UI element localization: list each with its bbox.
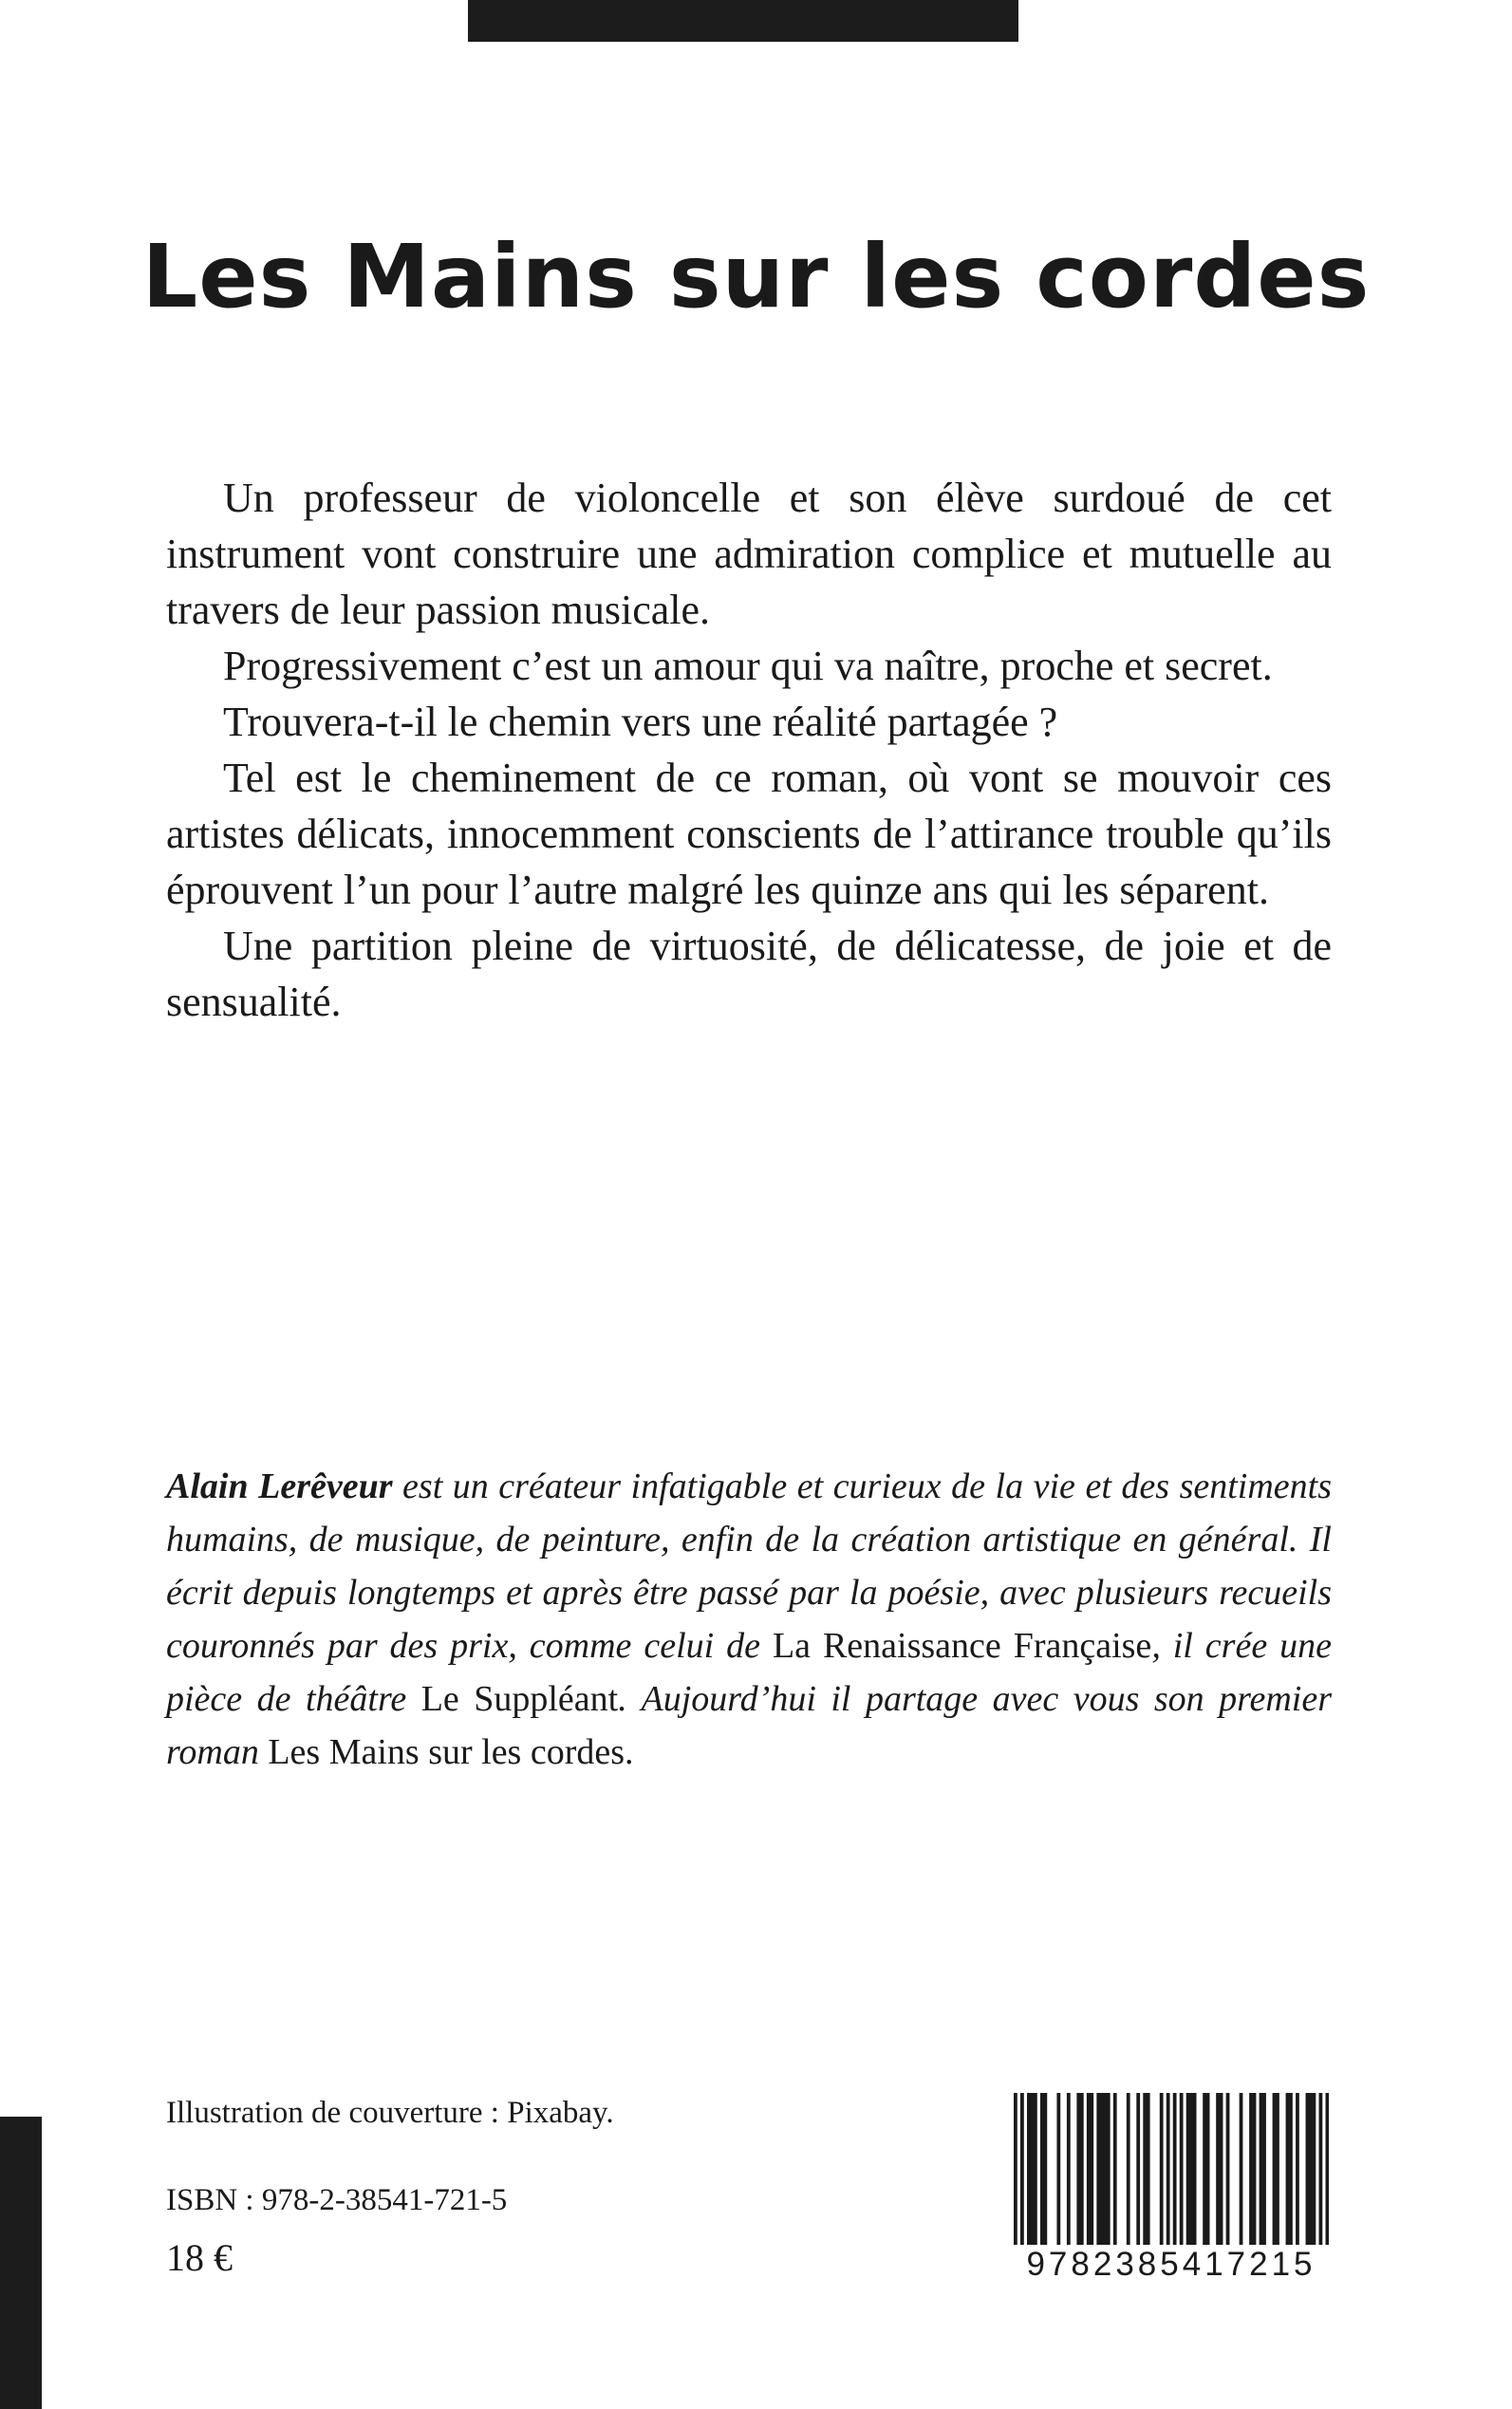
barcode-bar	[1260, 2093, 1263, 2245]
barcode-bar	[1193, 2093, 1197, 2245]
side-decor-band	[0, 2117, 42, 2409]
barcode-bar	[1103, 2093, 1107, 2245]
barcode-bar	[1319, 2093, 1323, 2245]
barcode-bar	[1034, 2093, 1037, 2245]
barcode-bars	[1014, 2093, 1329, 2245]
barcode-bar	[1262, 2093, 1266, 2245]
barcode-bar	[1253, 2093, 1257, 2245]
cover-credit: Illustration de couverture : Pixabay.	[166, 2096, 614, 2130]
barcode-bar	[1296, 2093, 1299, 2245]
barcode-bar	[1100, 2093, 1104, 2245]
blurb-paragraph: Progressivement c’est un amour qui va naître, proche et secret.	[223, 643, 1273, 689]
barcode-bar	[1087, 2093, 1091, 2245]
author-bio	[166, 1460, 1332, 1779]
blurb-paragraph: Un professeur de violoncelle et son élève surdoué de cet instrument vont construire une admiration complice et mutuelle au travers de leur passion musicale.	[166, 475, 1332, 633]
barcode-bar	[1040, 2093, 1044, 2245]
barcode-bar	[1076, 2093, 1080, 2245]
blurb-paragraph: Une partition pleine de virtuosité, de délicatesse, de joie et de sensualité.	[166, 923, 1332, 1025]
barcode-bar	[1113, 2093, 1117, 2245]
isbn: ISBN : 978-2-38541-721-5	[166, 2183, 508, 2217]
book-title: Les Mains sur les cordes	[141, 226, 1371, 327]
barcode	[1014, 2093, 1329, 2283]
barcode-bar	[1180, 2093, 1184, 2245]
barcode-bar	[1160, 2093, 1164, 2245]
top-decor-band	[468, 0, 1018, 42]
barcode-bar	[1189, 2093, 1193, 2245]
bio-text: . Aujourd’hui il partage avec vous son premier roman	[166, 1679, 1333, 1772]
barcode-bar	[1203, 2093, 1206, 2245]
barcode-bar	[1127, 2093, 1130, 2245]
barcode-bar	[1056, 2093, 1060, 2245]
play-title: Le Suppléant	[420, 1679, 619, 1719]
barcode-bar	[1147, 2093, 1150, 2245]
barcode-bar	[1206, 2093, 1210, 2245]
price: 18 €	[166, 2236, 233, 2279]
barcode-bar	[1276, 2093, 1279, 2245]
barcode-bar	[1030, 2093, 1034, 2245]
barcode-bar	[1249, 2093, 1253, 2245]
barcode-bar	[1067, 2093, 1071, 2245]
barcode-bar	[1286, 2093, 1290, 2245]
barcode-bar	[1107, 2093, 1111, 2245]
barcode-bar	[1143, 2093, 1147, 2245]
barcode-bar	[1273, 2093, 1277, 2245]
barcode-bar	[1167, 2093, 1170, 2245]
barcode-bar	[1186, 2093, 1190, 2245]
barcode-bar	[1326, 2093, 1329, 2245]
barcode-bar	[1216, 2093, 1220, 2245]
bio-text: , il crée une pièce de théâtre	[166, 1626, 1332, 1719]
blurb-paragraph: Tel est le cheminement de ce roman, où vont se mouvoir ces artistes délicats, innocemment conscients de l’attirance trouble qu’ils éprouvent l’un pour l’autre malgré les quinze ans qui les séparent.	[166, 755, 1332, 913]
barcode-bar	[1020, 2093, 1024, 2245]
barcode-bar	[1014, 2093, 1017, 2245]
barcode-bar	[1306, 2093, 1310, 2245]
barcode-bar	[1096, 2093, 1100, 2245]
barcode-bar	[1090, 2093, 1093, 2245]
barcode-bar	[1080, 2093, 1084, 2245]
author-name: Alain Lerêveur	[166, 1466, 393, 1506]
bio-text: est un créateur infatigable et curieux de la vie et des sentiments humains, de musique, de peinture, enfin de la création artistique en général. Il écrit depuis longtemps et après être passé par la poésie, avec plusieurs recueils couronnés par des prix, comme celui de	[166, 1466, 1333, 1666]
prize-name: La Renaissance Française	[772, 1626, 1152, 1666]
novel-title: Les Mains sur les cordes	[268, 1732, 625, 1772]
barcode-bar	[1173, 2093, 1177, 2245]
barcode-bar	[1136, 2093, 1140, 2245]
barcode-bar	[1309, 2093, 1313, 2245]
barcode-bar	[1313, 2093, 1316, 2245]
barcode-bar	[1289, 2093, 1293, 2245]
barcode-bar	[1240, 2093, 1243, 2245]
barcode-bar	[1226, 2093, 1230, 2245]
barcode-digits: 9782385417215	[1026, 2246, 1316, 2283]
barcode-bar	[1043, 2093, 1047, 2245]
blurb-paragraph: Trouvera-t-il le chemin vers une réalité partagée ?	[223, 699, 1058, 745]
bio-text: .	[625, 1732, 634, 1772]
barcode-bar	[1027, 2093, 1031, 2245]
blurb	[166, 470, 1332, 1030]
barcode-bar	[1220, 2093, 1223, 2245]
